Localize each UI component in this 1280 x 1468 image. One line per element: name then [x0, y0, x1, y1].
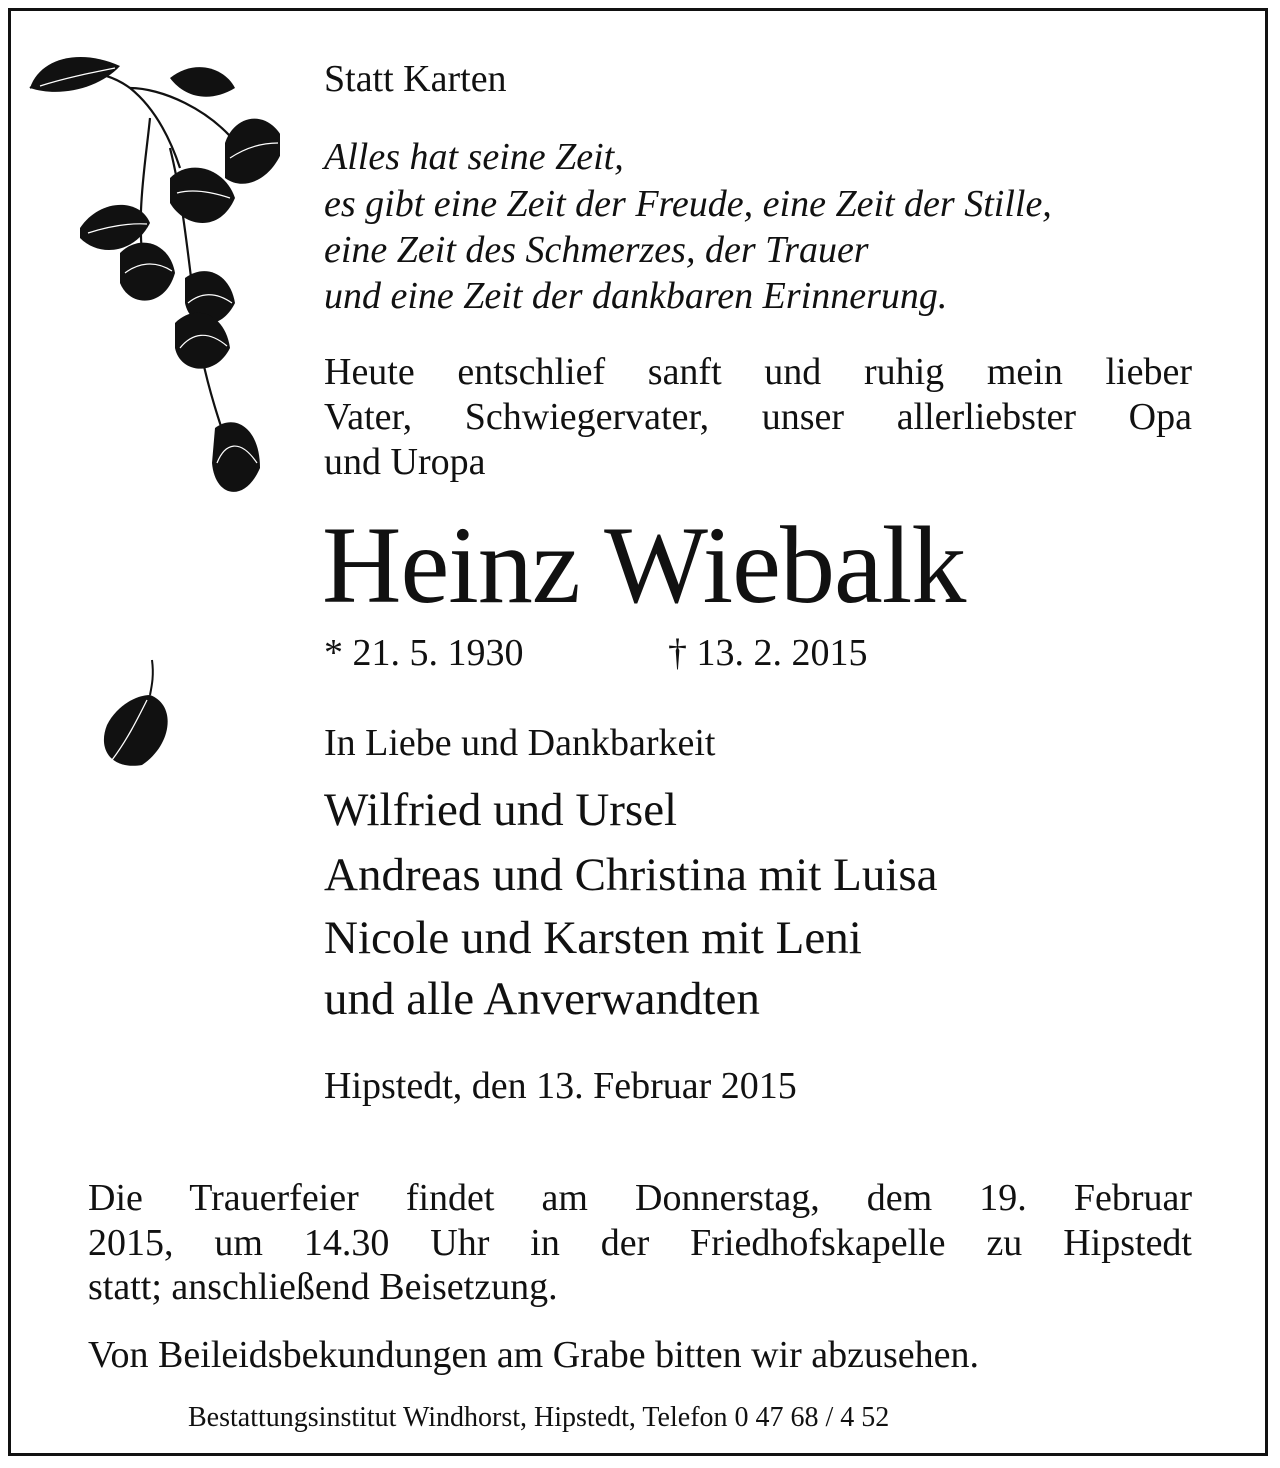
poem-line-4: und eine Zeit der dankbaren Erinnerung. [324, 275, 948, 317]
funeral-line-2: 2015, um 14.30 Uhr in der Friedhofskapelle zu Hipstedt [88, 1222, 1192, 1264]
intro-line-3: und Uropa [324, 441, 486, 483]
poem-line-3: eine Zeit des Schmerzes, der Trauer [324, 229, 869, 271]
intro-line-2: Vater, Schwiegervater, unser allerliebster Opa [324, 396, 1192, 438]
mourners-intro: In Liebe und Dankbarkeit [324, 722, 716, 764]
place-date: Hipstedt, den 13. Februar 2015 [324, 1065, 797, 1107]
footer-undertaker: Bestattungsinstitut Windhorst, Hipstedt, Telefon 0 47 68 / 4 52 [188, 1402, 890, 1433]
deceased-name: Heinz Wiebalk [322, 504, 966, 626]
statt-karten: Statt Karten [324, 58, 507, 100]
poem-line-2: es gibt eine Zeit der Freude, eine Zeit der Stille, [324, 183, 1052, 225]
mourner-line-3: Nicole und Karsten mit Leni [324, 912, 862, 964]
mourner-line-4: und alle Anverwandten [324, 973, 760, 1025]
mourner-line-2: Andreas und Christina mit Luisa [324, 849, 938, 901]
mourner-line-1: Wilfried und Ursel [324, 784, 678, 836]
funeral-line-1: Die Trauerfeier findet am Donnerstag, dem 19. Februar [88, 1177, 1192, 1219]
funeral-line-3: statt; anschließend Beisetzung. [88, 1266, 558, 1308]
birth-date: * 21. 5. 1930 [324, 632, 524, 674]
condolence-note: Von Beileidsbekundungen am Grabe bitten wir abzusehen. [88, 1334, 980, 1376]
poem-line-1: Alles hat seine Zeit, [324, 136, 624, 178]
leafy-branch-icon [20, 48, 280, 528]
falling-leaf-icon [92, 655, 182, 775]
death-date: † 13. 2. 2015 [668, 632, 868, 674]
intro-line-1: Heute entschlief sanft und ruhig mein lieber [324, 351, 1192, 393]
